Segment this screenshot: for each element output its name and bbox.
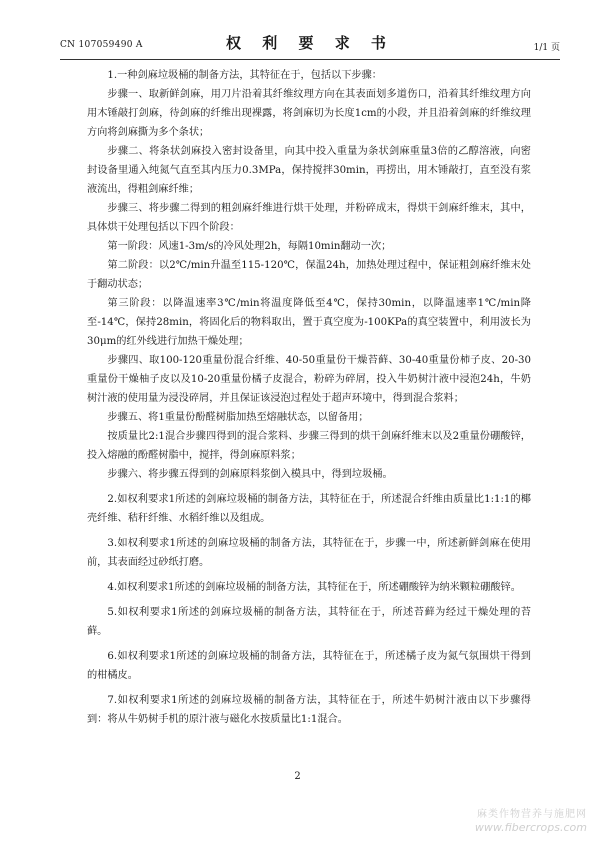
claim-paragraph: 步骤五、将1重量份酚醛树脂加热至熔融状态，以留备用； <box>107 412 369 423</box>
publication-number: CN 107059490 A <box>60 40 143 50</box>
claim-paragraph: 第三阶段：以降温速率3℃/min将温度降低至4℃，保持30min，以降温速率1℃/min降至-14℃，保持28min，将固化后的物料取出，置于真空度为-100KPa的真空装置中，利用波长为30μm的红外线进行加热干燥处理； <box>87 298 531 347</box>
claims-body <box>87 66 531 729</box>
claim-paragraph: 6.如权利要求1所述的剑麻垃圾桶的制备方法，其特征在于，所述橘子皮为氮气氛围烘干得到的柑橘皮。 <box>87 651 531 681</box>
claim-paragraph: 1.一种剑麻垃圾桶的制备方法，其特征在于，包括以下步骤： <box>107 70 382 81</box>
claim-paragraph: 5.如权利要求1所述的剑麻垃圾桶的制备方法，其特征在于，所述苔藓为经过干燥处理的苔藓。 <box>87 607 531 637</box>
claim-paragraph: 2.如权利要求1所述的剑麻垃圾桶的制备方法，其特征在于，所述混合纤维由质量比1:1:1的椰壳纤维、秸秆纤维、水稻纤维以及组成。 <box>87 494 531 524</box>
claim-paragraph: 4.如权利要求1所述的剑麻垃圾桶的制备方法，其特征在于，所述硼酸锌为纳米颗粒硼酸锌。 <box>107 582 521 593</box>
claim-paragraph: 第一阶段：风速1-3m/s的冷风处理2h，每隔10min翻动一次； <box>107 241 392 252</box>
page-number: 2 <box>294 771 301 782</box>
claim-paragraph: 步骤六、将步骤五得到的剑麻原料浆倒入模具中，得到垃圾桶。 <box>107 469 393 480</box>
watermark-text: 麻类作物营养与施肥网 <box>477 809 587 820</box>
watermark <box>475 808 587 834</box>
claim-paragraph: 步骤二、将条状剑麻投入密封设备里，向其中投入重量为条状剑麻重量3倍的乙醇溶液，向密封设备里通入纯氮气直至其内压力0.3MPa，保持搅拌30min，再捞出，用木锤敲打，直至没有浆液流出，得粗剑麻纤维； <box>87 146 531 195</box>
header-divider <box>60 59 560 60</box>
claim-paragraph: 7.如权利要求1所述的剑麻垃圾桶的制备方法，其特征在于，所述牛奶树汁液由以下步骤得到：将从牛奶树手机的原汁液与磁化水按质量比1:1混合。 <box>87 695 531 725</box>
claim-paragraph: 步骤四、取100-120重量份混合纤维、40-50重量份干燥苔藓、30-40重量份柿子皮、20-30重量份干燥柚子皮以及10-20重量份橘子皮混合，粉碎为碎屑，投入牛奶树汁液中浸泡24h，牛奶树汁液的使用量为浸没碎屑，并且保证该浸泡过程处于超声环境中，得到混合浆料； <box>87 355 531 404</box>
claim-paragraph: 按质量比2:1混合步骤四得到的混合浆料、步骤三得到的烘干剑麻纤维末以及2重量份硼酸锌，投入熔融的酚醛树脂中，搅拌，得剑麻原料浆； <box>87 431 531 461</box>
claim-paragraph: 步骤一、取新鲜剑麻，用刀片沿着其纤维纹理方向在其表面划多道伤口，沿着其纤维纹理方向用木锤敲打剑麻，待剑麻的纤维出现裸露，将剑麻切为长度1cm的小段，并且沿着剑麻的纤维纹理方向将剑麻撕为多个条状； <box>87 89 531 138</box>
page-info: 1/1 页 <box>533 43 560 53</box>
document-header <box>60 30 560 58</box>
claim-paragraph: 第二阶段：以2℃/min升温至115-120℃，保温24h，加热处理过程中，保证粗剑麻纤维末处于翻动状态； <box>87 260 531 290</box>
document-title: 权 利 要 求 书 <box>226 34 394 52</box>
watermark-url: www.fibercrops.com <box>474 821 587 834</box>
claim-paragraph: 步骤三、将步骤二得到的粗剑麻纤维进行烘干处理，并粉碎成末，得烘干剑麻纤维末，其中，具体烘干处理包括以下四个阶段： <box>87 203 531 233</box>
claim-paragraph: 3.如权利要求1所述的剑麻垃圾桶的制备方法，其特征在于，步骤一中，所述新鲜剑麻在使用前，其表面经过砂纸打磨。 <box>87 538 531 568</box>
